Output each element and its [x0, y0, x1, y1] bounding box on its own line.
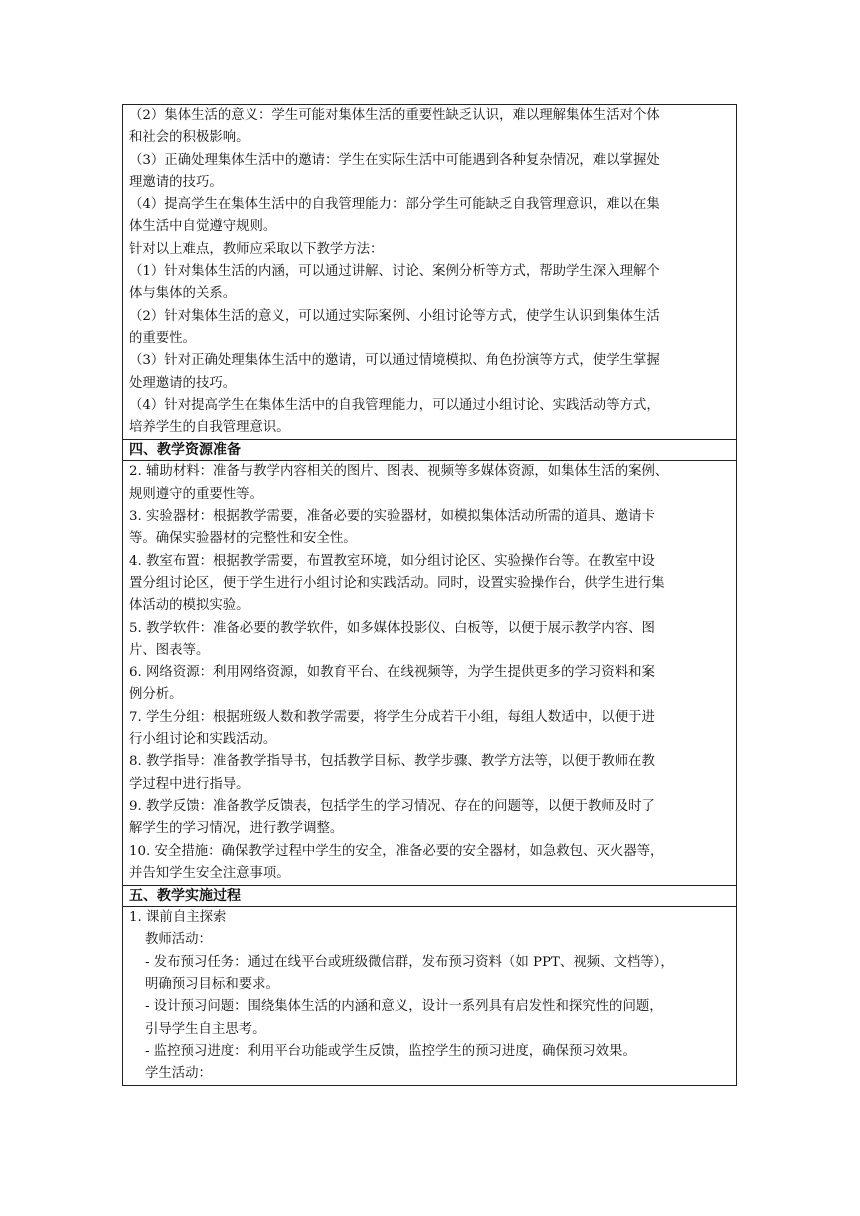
text-line: 5. 教学软件：准备必要的教学软件，如多媒体投影仪、白板等，以便于展示教学内容、图 [129, 620, 655, 636]
teaching-difficulties-cell [123, 105, 736, 440]
process-cell [123, 907, 736, 1085]
text-line: （4）提高学生在集体生活中的自我管理能力：部分学生可能缺乏自我管理意识，难以在集 [129, 197, 660, 213]
text-line: 8. 教学指导：准备教学指导书，包括教学目标、教学步骤、教学方法等，以便于教师在教 [129, 754, 655, 770]
text-line: 7. 学生分组：根据班级人数和教学需要，将学生分成若干小组，每组人数适中，以便于进 [129, 709, 655, 725]
section-title: 四、教学资源准备 [129, 442, 241, 459]
text-line: 和社会的积极影响。 [129, 130, 250, 146]
text-line: 规则遵守的重要性等。 [129, 486, 263, 502]
text-line: （3）正确处理集体生活中的邀请：学生在实际生活中可能遇到各种复杂情况，难以掌握处 [129, 152, 660, 168]
text-line: 体与集体的关系。 [129, 286, 237, 302]
text-line: 2. 辅助材料：准备与教学内容相关的图片、图表、视频等多媒体资源，如集体生活的案例、 [129, 464, 669, 480]
text-line: 6. 网络资源：利用网络资源，如教育平台、在线视频等，为学生提供更多的学习资料和案 [129, 665, 655, 681]
text-line: 体活动的模拟实验。 [129, 598, 250, 614]
text-line: 解学生的学习情况，进行教学调整。 [129, 821, 344, 837]
text-line: 理邀请的技巧。 [129, 174, 223, 190]
step-heading: 1. 课前自主探索 [129, 910, 227, 926]
text-line: 10. 安全措施：确保教学过程中学生的安全，准备必要的安全器材，如急救包、灭火器等， [129, 843, 664, 859]
resources-cell [123, 461, 736, 886]
text-line: - 设计预习问题：围绕集体生活的内涵和意义，设计一系列具有启发性和探究性的问题， [145, 999, 663, 1015]
text-line: 9. 教学反馈：准备教学反馈表，包括学生的学习情况、存在的问题等，以便于教师及时了 [129, 798, 655, 814]
section-title: 五、教学实施过程 [129, 888, 241, 905]
text-line: 的重要性。 [129, 330, 196, 346]
text-line: （2）集体生活的意义：学生可能对集体生活的重要性缺乏认识，难以理解集体生活对个体 [129, 108, 660, 123]
section-header-resources [123, 440, 736, 461]
text-line: 片、图表等。 [129, 642, 210, 658]
text-line: 针对以上难点，教师应采取以下教学方法： [129, 241, 384, 257]
text-line: 例分析。 [129, 687, 183, 703]
text-line: 3. 实验器材：根据教学需要，准备必要的实验器材，如模拟集体活动所需的道具、邀请卡 [129, 509, 655, 525]
text-line: 等。确保实验器材的完整性和安全性。 [129, 531, 357, 547]
text-line: 处理邀请的技巧。 [129, 375, 237, 391]
text-line: 引导学生自主思考。 [145, 1021, 266, 1037]
text-line: 培养学生的自我管理意识。 [129, 420, 290, 436]
text-line: （4）针对提高学生在集体生活中的自我管理能力，可以通过小组讨论、实践活动等方式， [129, 397, 660, 413]
text-line: 体生活中自觉遵守规则。 [129, 219, 277, 235]
text-line: 置分组讨论区，便于学生进行小组讨论和实践活动。同时，设置实验操作台，供学生进行集 [129, 575, 665, 591]
section-header-process [123, 886, 736, 907]
text-line: 教师活动： [145, 932, 212, 948]
text-line: - 监控预习进度：利用平台功能或学生反馈，监控学生的预习进度，确保预习效果。 [145, 1043, 636, 1059]
text-line: 学过程中进行指导。 [129, 776, 250, 792]
text-line: 4. 教室布置：根据教学需要，布置教室环境，如分组讨论区、实验操作台等。在教室中设 [129, 553, 655, 569]
lesson-plan-table [122, 104, 737, 1086]
text-line: 行小组讨论和实践活动。 [129, 732, 277, 748]
text-line: 并告知学生安全注意事项。 [129, 865, 290, 881]
text-line: - 发布预习任务：通过在线平台或班级微信群，发布预习资料（如 PPT、视频、文档等）， [145, 954, 674, 970]
text-line: （1）针对集体生活的内涵，可以通过讲解、讨论、案例分析等方式，帮助学生深入理解个 [129, 264, 660, 280]
text-line: 学生活动： [145, 1066, 212, 1082]
text-line: 明确预习目标和要求。 [145, 976, 279, 992]
text-line: （3）针对正确处理集体生活中的邀请，可以通过情境模拟、角色扮演等方式，使学生掌握 [129, 353, 660, 369]
text-line: （2）针对集体生活的意义，可以通过实际案例、小组讨论等方式，使学生认识到集体生活 [129, 308, 660, 324]
